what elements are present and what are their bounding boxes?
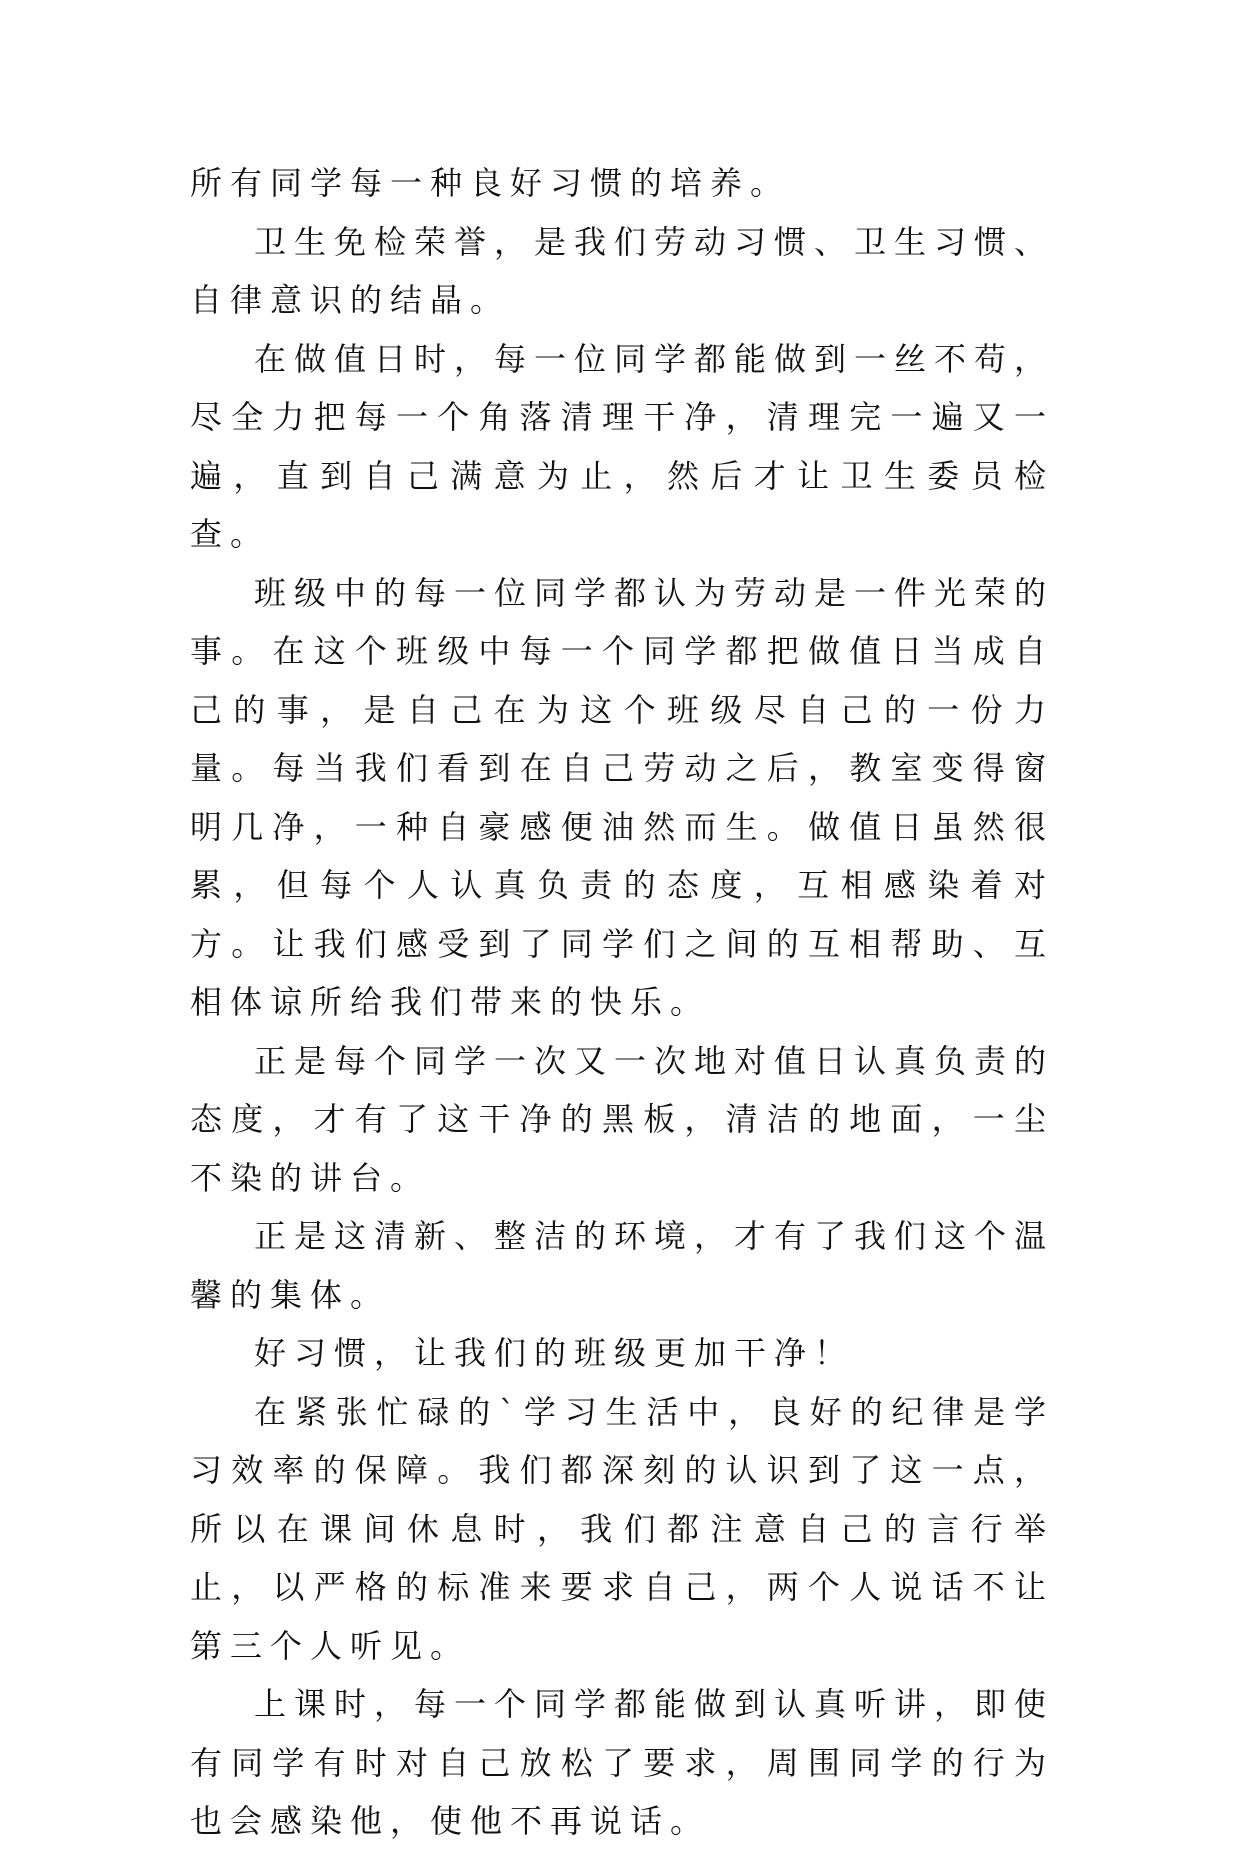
paragraph: 好习惯，让我们的班级更加干净！ [254, 1334, 855, 1372]
paragraph: 在紧张忙碌的`学习生活中，良好的纪律是学习效率的保障。我们都深刻的认识到了这一点，所以在课间休息时，我们都注意自己的言行举止，以严格的标准来要求自己，两个人说话不让第三个人听见。 [190, 1392, 1054, 1665]
document-body [190, 154, 1054, 1851]
paragraph: 正是这清新、整洁的环境，才有了我们这个温馨的集体。 [190, 1217, 1055, 1314]
paragraph: 在做值日时，每一位同学都能做到一丝不苟，尽全力把每一个角落清理干净，清理完一遍又一遍，直到自己满意为止，然后才让卫生委员检查。 [190, 339, 1055, 553]
paragraph: 上课时，每一个同学都能做到认真听讲，即使有同学有时对自己放松了要求，周围同学的行为也会感染他，使他不再说话。 [190, 1685, 1055, 1840]
paragraph: 卫生免检荣誉，是我们劳动习惯、卫生习惯、自律意识的结晶。 [190, 222, 1055, 319]
paragraph: 正是每个同学一次又一次地对值日认真负责的态度，才有了这干净的黑板，清洁的地面，一尘不染的讲台。 [190, 1041, 1055, 1197]
paragraph-continued: 所有同学每一种良好习惯的培养。 [190, 164, 791, 202]
paragraph: 班级中的每一位同学都认为劳动是一件光荣的事。在这个班级中每一个同学都把做值日当成自己的事，是自己在为这个班级尽自己的一份力量。每当我们看到在自己劳动之后，教室变得窗明几净，一种自豪感便油然而生。做值日虽然很累，但每个人认真负责的态度，互相感染着对方。让我们感受到了同学们之间的互相帮助、互相体谅所给我们带来的快乐。 [190, 573, 1055, 1021]
